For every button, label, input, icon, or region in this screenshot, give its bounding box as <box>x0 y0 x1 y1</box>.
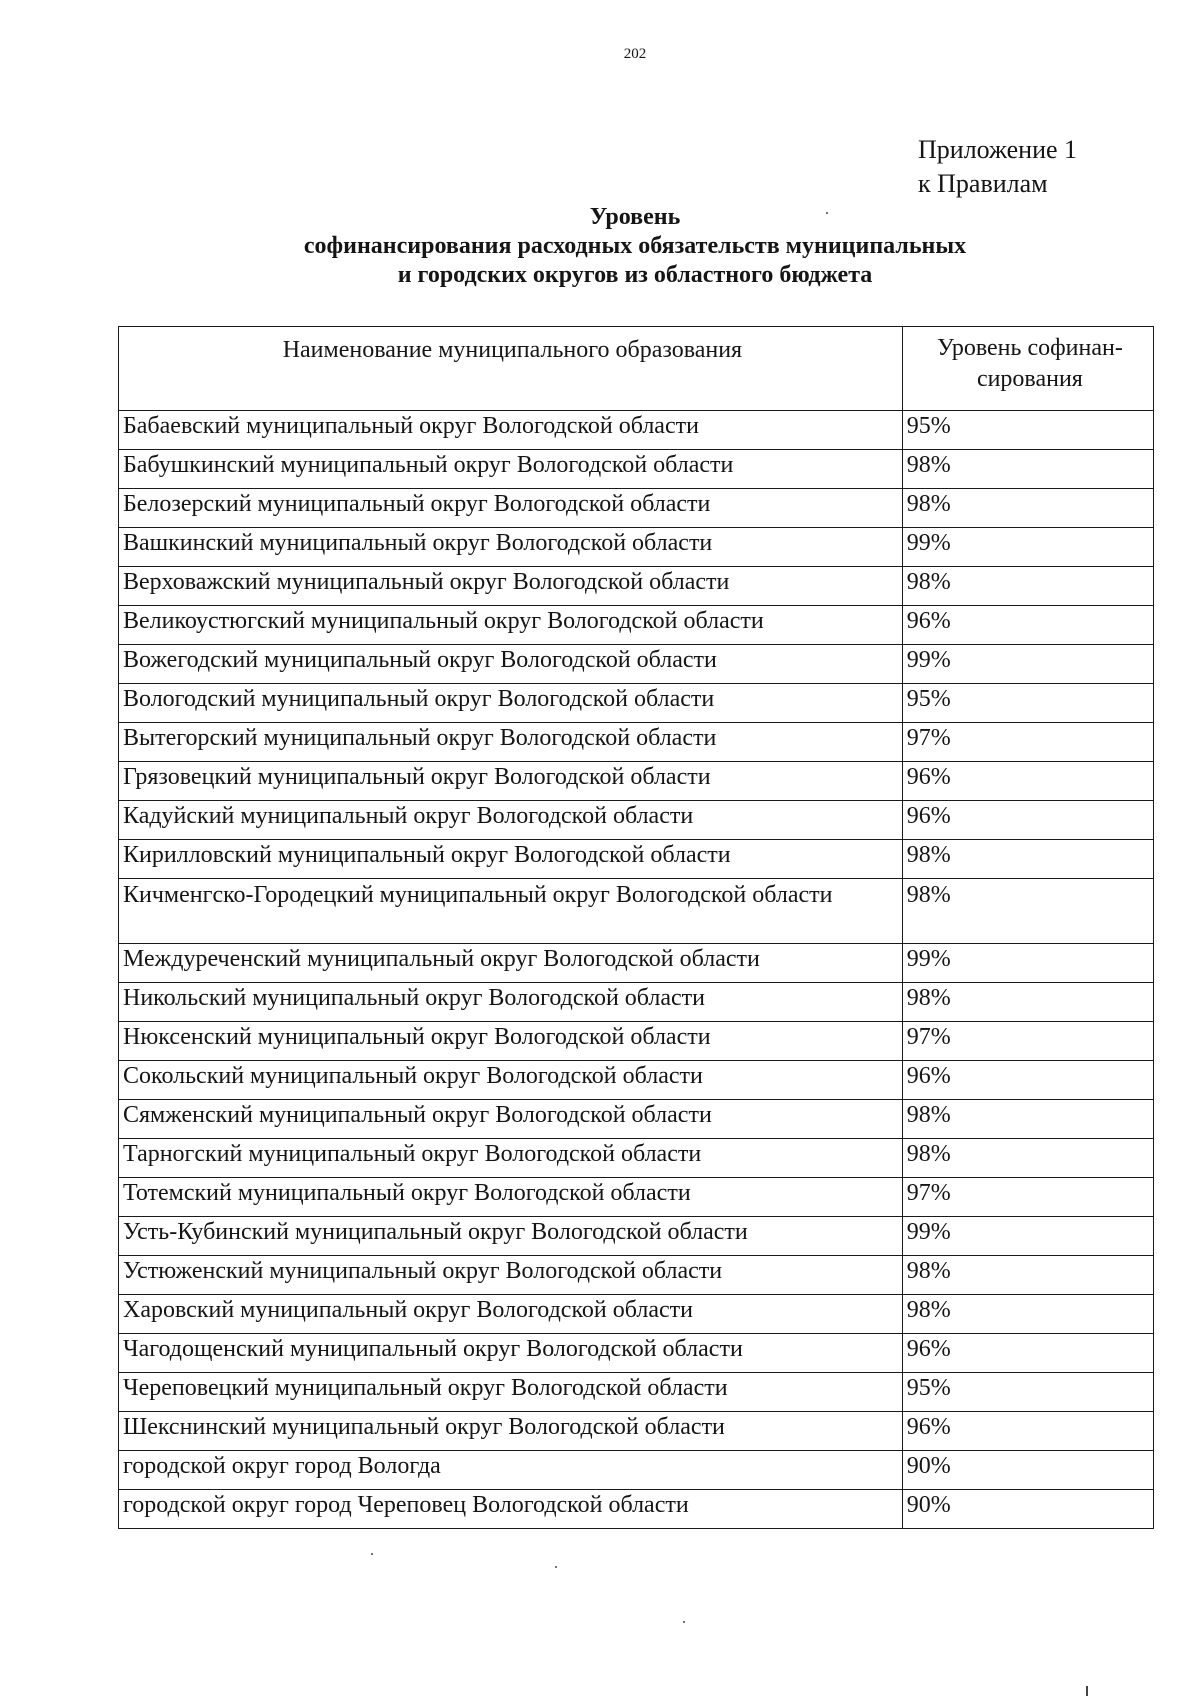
appendix-line-1: Приложение 1 <box>918 135 1078 164</box>
table-row <box>119 1061 1154 1100</box>
cofinancing-level: 99% <box>902 645 1153 684</box>
scan-speck <box>371 1553 373 1555</box>
title-line-3: и городских округов из областного бюджета <box>397 262 873 288</box>
table-row <box>119 1412 1154 1451</box>
cofinancing-level: 96% <box>902 1412 1153 1451</box>
table-row <box>119 1256 1154 1295</box>
table-row <box>119 1295 1154 1334</box>
cofinancing-level: 98% <box>902 1256 1153 1295</box>
municipality-name: Белозерский муниципальный округ Вологодской области <box>119 489 903 528</box>
cofinancing-level: 95% <box>902 684 1153 723</box>
table-row <box>119 1178 1154 1217</box>
municipality-name: Усть-Кубинский муниципальный округ Вологодской области <box>119 1217 903 1256</box>
table-row <box>119 450 1154 489</box>
municipality-name: городской округ город Вологда <box>119 1451 903 1490</box>
table-body <box>119 411 1154 1529</box>
cofinancing-table <box>118 326 1154 1529</box>
cofinancing-level: 98% <box>902 840 1153 879</box>
table-row <box>119 645 1154 684</box>
header-level: Уровень софинан-сирования <box>902 327 1153 411</box>
municipality-name: Вожегодский муниципальный округ Вологодской области <box>119 645 903 684</box>
table-row <box>119 944 1154 983</box>
cofinancing-level: 98% <box>902 489 1153 528</box>
table-row <box>119 1451 1154 1490</box>
municipality-name: Бабушкинский муниципальный округ Вологодской области <box>119 450 903 489</box>
cofinancing-level: 97% <box>902 1178 1153 1217</box>
table-row <box>119 684 1154 723</box>
municipality-name: Грязовецкий муниципальный округ Вологодской области <box>119 762 903 801</box>
cofinancing-level: 95% <box>902 1373 1153 1412</box>
municipality-name: Нюксенский муниципальный округ Вологодской области <box>119 1022 903 1061</box>
municipality-name: Харовский муниципальный округ Вологодской области <box>119 1295 903 1334</box>
municipality-name: Тотемский муниципальный округ Вологодской области <box>119 1178 903 1217</box>
municipality-name: Междуреченский муниципальный округ Вологодской области <box>119 944 903 983</box>
table-row <box>119 762 1154 801</box>
table-row <box>119 1490 1154 1529</box>
municipality-name: городской округ город Череповец Вологодской области <box>119 1490 903 1529</box>
cofinancing-level: 98% <box>902 983 1153 1022</box>
table-row <box>119 840 1154 879</box>
scan-speck <box>555 1566 557 1568</box>
scan-speck <box>1086 1686 1088 1696</box>
municipality-name: Кадуйский муниципальный округ Вологодской области <box>119 801 903 840</box>
appendix-reference <box>918 133 1077 201</box>
cofinancing-level: 99% <box>902 1217 1153 1256</box>
table-row <box>119 411 1154 450</box>
table-row <box>119 528 1154 567</box>
cofinancing-level: 96% <box>902 606 1153 645</box>
cofinancing-level: 98% <box>902 567 1153 606</box>
table-row <box>119 1334 1154 1373</box>
scan-speck <box>826 212 828 214</box>
cofinancing-level: 99% <box>902 528 1153 567</box>
page-number: 202 <box>623 46 647 62</box>
table-row <box>119 606 1154 645</box>
table-row <box>119 1022 1154 1061</box>
municipality-name: Сямженский муниципальный округ Вологодской области <box>119 1100 903 1139</box>
document-title <box>0 203 1200 290</box>
municipality-name: Верховажский муниципальный округ Вологодской области <box>119 567 903 606</box>
cofinancing-level: 98% <box>902 1295 1153 1334</box>
cofinancing-level: 96% <box>902 762 1153 801</box>
cofinancing-level: 96% <box>902 801 1153 840</box>
cofinancing-level: 96% <box>902 1061 1153 1100</box>
municipality-name: Бабаевский муниципальный округ Вологодской области <box>119 411 903 450</box>
title-line-1: Уровень <box>589 204 681 230</box>
table-row <box>119 1100 1154 1139</box>
table-row <box>119 567 1154 606</box>
cofinancing-level: 98% <box>902 1100 1153 1139</box>
cofinancing-level: 97% <box>902 723 1153 762</box>
municipality-name: Устюженский муниципальный округ Вологодской области <box>119 1256 903 1295</box>
municipality-name: Сокольский муниципальный округ Вологодской области <box>119 1061 903 1100</box>
table-row <box>119 1139 1154 1178</box>
cofinancing-level: 90% <box>902 1451 1153 1490</box>
header-name: Наименование муниципального образования <box>119 327 903 411</box>
table-header-row <box>119 327 1154 411</box>
municipality-name: Великоустюгский муниципальный округ Вологодской области <box>119 606 903 645</box>
table-row <box>119 879 1154 944</box>
table-row <box>119 983 1154 1022</box>
cofinancing-level: 90% <box>902 1490 1153 1529</box>
appendix-line-2: к Правилам <box>918 169 1048 198</box>
cofinancing-level: 95% <box>902 411 1153 450</box>
municipality-name: Тарногский муниципальный округ Вологодской области <box>119 1139 903 1178</box>
cofinancing-level: 97% <box>902 1022 1153 1061</box>
cofinancing-level: 98% <box>902 1139 1153 1178</box>
municipality-name: Череповецкий муниципальный округ Вологодской области <box>119 1373 903 1412</box>
municipality-name: Вологодский муниципальный округ Вологодской области <box>119 684 903 723</box>
table-row <box>119 723 1154 762</box>
municipality-name: Никольский муниципальный округ Вологодской области <box>119 983 903 1022</box>
municipality-name: Кирилловский муниципальный округ Вологодской области <box>119 840 903 879</box>
municipality-name: Чагодощенский муниципальный округ Вологодской области <box>119 1334 903 1373</box>
table-row <box>119 801 1154 840</box>
table-row <box>119 489 1154 528</box>
cofinancing-level: 96% <box>902 1334 1153 1373</box>
scan-speck <box>683 1621 685 1623</box>
cofinancing-level: 98% <box>902 450 1153 489</box>
table-row <box>119 1217 1154 1256</box>
municipality-name: Вашкинский муниципальный округ Вологодской области <box>119 528 903 567</box>
municipality-name: Вытегорский муниципальный округ Вологодской области <box>119 723 903 762</box>
cofinancing-level: 98% <box>902 879 1153 944</box>
title-line-2: софинансирования расходных обязательств муниципальных <box>303 233 967 259</box>
municipality-name: Шекснинский муниципальный округ Вологодской области <box>119 1412 903 1451</box>
cofinancing-level: 99% <box>902 944 1153 983</box>
table-row <box>119 1373 1154 1412</box>
municipality-name: Кичменгско-Городецкий муниципальный округ Вологодской области <box>119 879 903 944</box>
